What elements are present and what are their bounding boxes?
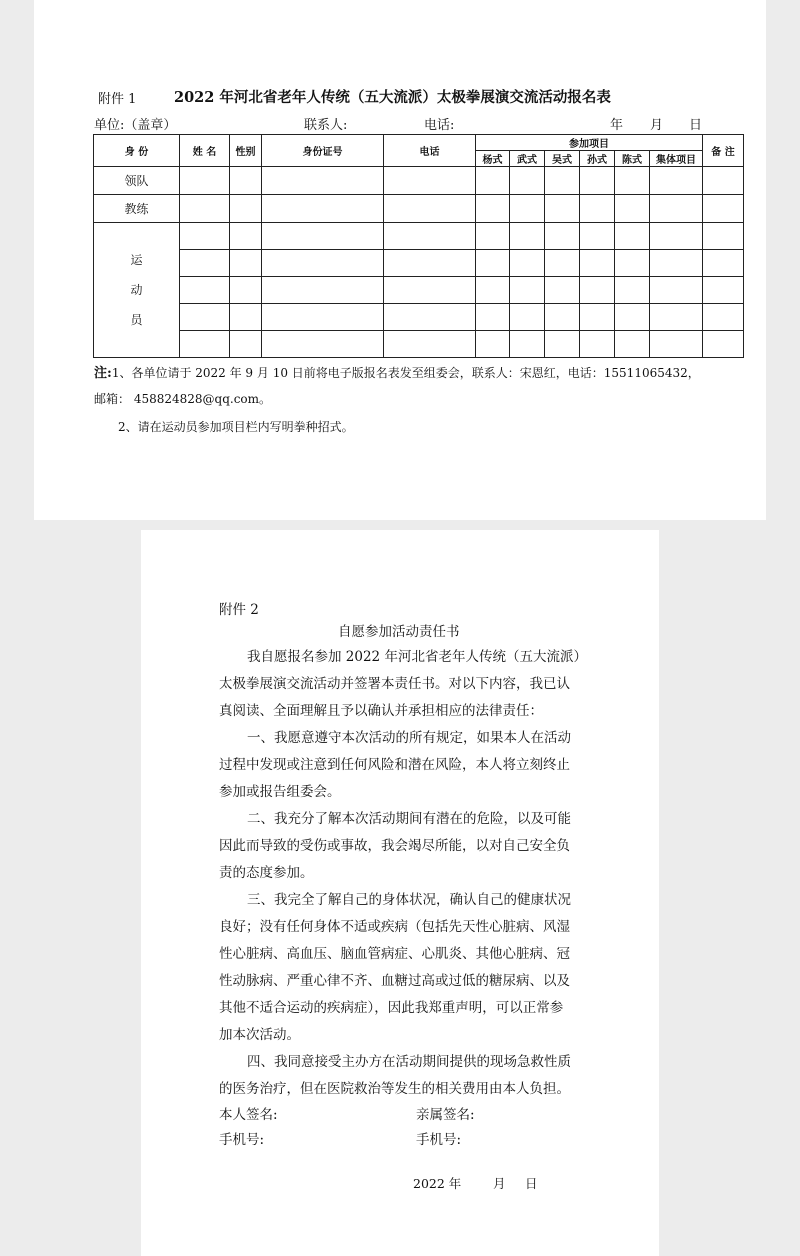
- letter-title: 自愿参加活动责任书: [338, 624, 460, 640]
- attachment-2-label: 附件 2: [219, 602, 259, 618]
- letter-line: 性动脉病、严重心律不齐、血糖过高或过低的糖尿病、以及: [219, 973, 570, 989]
- phone-label: 电话:: [424, 118, 455, 133]
- registration-table: [93, 134, 744, 358]
- subheader-sun: 孙式: [580, 151, 615, 167]
- letter-line: 过程中发现或注意到任何风险和潜在风险，本人将立刻终止: [219, 757, 570, 773]
- subheader-wu-hao: 武式: [510, 151, 545, 167]
- letter-line: 二、我充分了解本次活动期间有潜在的危险，以及可能: [247, 811, 571, 827]
- letter-line: 其他不适合运动的疾病症），因此我郑重声明，可以正常参: [219, 1000, 564, 1016]
- row-label-coach: 教练: [94, 195, 180, 223]
- letter-date-day: 日: [525, 1176, 538, 1191]
- letter-line: 加本次活动。: [219, 1027, 300, 1043]
- table-row-leader: [94, 167, 744, 195]
- attachment-1-label: 附件 1: [98, 92, 137, 107]
- subheader-chen: 陈式: [615, 151, 650, 167]
- letter-line: 真阅读、全面理解且予以确认并承担相应的法律责任：: [219, 703, 543, 719]
- letter-line: 良好；没有任何身体不适或疾病（包括先天性心脏病、风湿: [219, 919, 570, 935]
- date-month: 月: [650, 118, 664, 133]
- table-row-athlete: [94, 277, 744, 304]
- contact-label: 联系人:: [304, 118, 348, 133]
- registration-form-page: [34, 0, 766, 520]
- form-title: 2022 年河北省老年人传统（五大流派）太极拳展演交流活动报名表: [174, 89, 611, 106]
- subheader-wu: 吴式: [545, 151, 580, 167]
- self-phone-label: 手机号:: [219, 1132, 265, 1148]
- table-header-row: [94, 135, 744, 151]
- relative-phone-label: 手机号:: [416, 1132, 462, 1148]
- letter-line: 四、我同意接受主办方在活动期间提供的现场急救性质: [247, 1054, 571, 1070]
- letter-line: 性心脏病、高血压、脑血管病症、心肌炎、其他心脏病、冠: [219, 946, 570, 962]
- letter-line: 三、我完全了解自己的身体状况，确认自己的健康状况: [247, 892, 571, 908]
- athlete-char-2: 动: [130, 283, 143, 297]
- letter-line: 因此而导致的受伤或事故，我会竭尽所能，以对自己安全负: [219, 838, 570, 854]
- letter-line: 责的态度参加。: [219, 865, 314, 881]
- subheader-group: 集体项目: [650, 151, 703, 167]
- letter-line: 的医务治疗，但在医院救治等发生的相关费用由本人负担。: [219, 1081, 570, 1097]
- athlete-char-1: 运: [130, 253, 143, 267]
- header-events: 参加项目: [476, 135, 703, 151]
- table-row-athlete: [94, 223, 744, 250]
- date-day: 日: [689, 118, 703, 133]
- date-year: 年: [610, 118, 624, 133]
- header-gender: 性别: [230, 135, 262, 167]
- note-1-line-2: 邮箱： 458824828@qq.com。: [94, 392, 272, 406]
- letter-line: 一、我愿意遵守本次活动的所有规定，如果本人在活动: [247, 730, 571, 746]
- letter-date-month: 月: [493, 1176, 506, 1191]
- header-phone: 电话: [384, 135, 476, 167]
- letter-date-year: 2022 年: [413, 1176, 462, 1191]
- header-remarks: 备 注: [703, 135, 744, 167]
- note-1-text: 1、各单位请于 2022 年 9 月 10 日前将电子版报名表发至组委会，联系人：宋恩红，电话：15511065432，: [111, 366, 700, 380]
- row-label-athlete: [94, 223, 180, 358]
- note-label: 注:: [94, 366, 112, 381]
- unit-label: 单位:（盖章）: [94, 118, 177, 133]
- table-row-athlete: [94, 331, 744, 358]
- row-label-leader: 领队: [94, 167, 180, 195]
- note-1-line-1: [94, 362, 700, 381]
- table-row-coach: [94, 195, 744, 223]
- table-row-athlete: [94, 304, 744, 331]
- athlete-char-3: 员: [130, 313, 143, 327]
- letter-line: 太极拳展演交流活动并签署本责任书。对以下内容，我已认: [219, 676, 570, 692]
- note-2: 2、请在运动员参加项目栏内写明拳种招式。: [118, 420, 354, 434]
- header-id-number: 身份证号: [262, 135, 384, 167]
- responsibility-letter-page: [141, 530, 659, 1256]
- letter-line: 参加或报告组委会。: [219, 784, 341, 800]
- header-identity: 身 份: [94, 135, 180, 167]
- subheader-yang: 杨式: [476, 151, 510, 167]
- relative-signature-label: 亲属签名:: [416, 1107, 475, 1123]
- letter-line: 我自愿报名参加 2022 年河北省老年人传统（五大流派）: [247, 649, 587, 665]
- header-name: 姓 名: [180, 135, 230, 167]
- table-row-athlete: [94, 250, 744, 277]
- self-signature-label: 本人签名:: [219, 1107, 278, 1123]
